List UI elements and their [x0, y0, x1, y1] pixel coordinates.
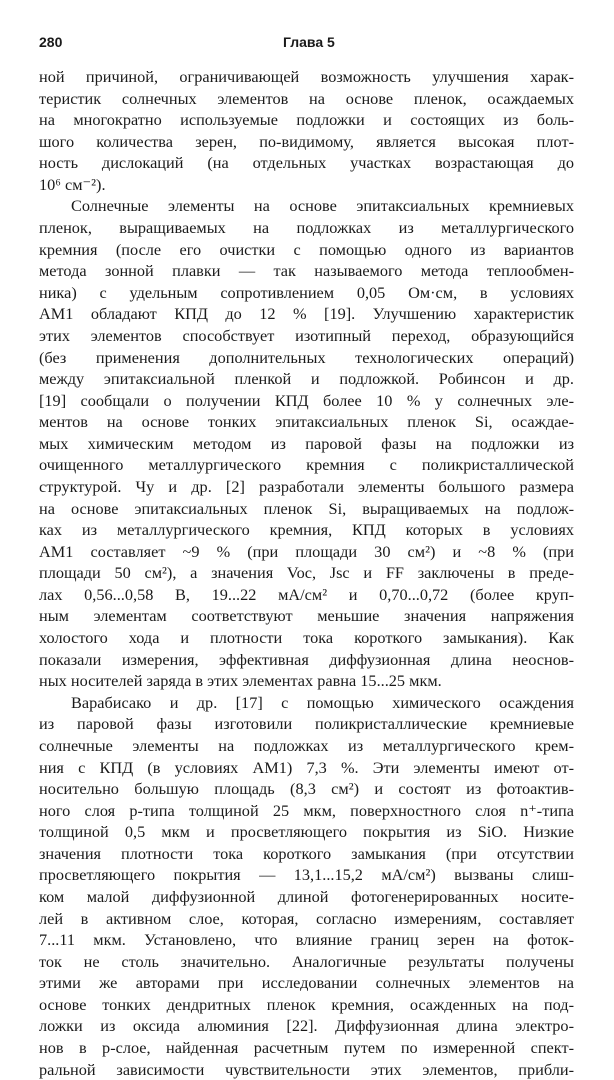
text-line: на основе эпитаксиальных пленок Si, выращиваемых на подлож- — [39, 498, 574, 518]
text-line: метода зонной плавки — так называемого метода теплообмен- — [39, 261, 574, 281]
body-text — [39, 66, 574, 1080]
text-line: основе тонких дендритных пленок кремния, осажденных на под- — [39, 994, 574, 1014]
text-line: мых химическим методом из паровой фазы на подложки из — [39, 433, 574, 453]
chapter-title: Глава 5 — [283, 34, 335, 50]
text-line: ложки из оксида алюминия [22]. Диффузионная длина электро- — [39, 1016, 574, 1036]
paragraph — [39, 66, 574, 195]
text-line: Варабисако и др. [17] с помощью химического осаждения — [71, 692, 574, 712]
text-line: нов в p-слое, найденная расчетным путем по измеренной спект- — [39, 1038, 574, 1058]
text-line: толщиной 0,5 мкм и просветляющего покрытия из SiO. Низкие — [39, 822, 574, 842]
text-line: этих элементов способствует изотипный переход, образующийся — [39, 325, 574, 345]
text-line: 10⁶ см⁻²). — [39, 174, 106, 194]
text-line: (без применения дополнительных технологических операций) — [39, 347, 574, 367]
text-line: ках из металлургического кремния, КПД которых в условиях — [39, 520, 574, 540]
text-line: ника) с удельным сопротивлением 0,05 Ом·см, в условиях — [39, 282, 574, 302]
text-line: лей в активном слое, которая, согласно измерениям, составляет — [39, 908, 574, 928]
text-line: структурой. Чу и др. [2] разработали элементы большого размера — [39, 476, 574, 496]
text-line: площади 50 см²), а значения Voc, Jsc и FF заключены в преде- — [39, 563, 574, 583]
page-number: 280 — [39, 34, 63, 50]
text-line: ной причиной, ограничивающей возможность улучшения харак- — [39, 67, 574, 86]
text-line: ность дислокаций (на отдельных участках возрастающая до — [39, 153, 574, 173]
text-line: ральной зависимости чувствительности этих элементов, прибли- — [39, 1059, 574, 1079]
text-line: Солнечные элементы на основе эпитаксиальных кремниевых — [71, 196, 574, 216]
text-line: ного слоя p-типа толщиной 25 мкм, поверхностного слоя n⁺-типа — [39, 800, 574, 820]
text-line: холостого хода и плотности тока короткого замыкания). Как — [39, 628, 574, 648]
text-line: из паровой фазы изготовили поликристаллические кремниевые — [39, 714, 574, 734]
text-line: лах 0,56...0,58 В, 19...22 мА/см² и 0,70...0,72 (более круп- — [39, 584, 574, 604]
text-line: значения плотности тока короткого замыкания (при отсутствии — [39, 843, 574, 863]
text-line: этими же авторами при исследовании солнечных элементов на — [39, 973, 574, 993]
text-line: теристик солнечных элементов на основе пленок, осаждаемых — [39, 88, 574, 108]
text-line: АМ1 составляет ~9 % (при площади 30 см²) и ~8 % (при — [39, 541, 574, 561]
text-line: носительно большую площадь (8,3 см²) и состоят из фотоактив- — [39, 779, 574, 799]
text-line: просветляющего покрытия — 13,1...15,2 мА/см²) вызваны слиш- — [39, 865, 574, 885]
text-line: пленок, выращиваемых на подложках из металлургического — [39, 218, 574, 238]
text-line: солнечные элементы на подложках из металлургического крем- — [39, 735, 574, 755]
text-line: ток не столь значительно. Аналогичные результаты получены — [39, 951, 574, 971]
text-line: АМ1 обладают КПД до 12 % [19]. Улучшению характеристик — [39, 304, 574, 324]
text-line: ментов на основе тонких эпитаксиальных пленок Si, осаждае- — [39, 412, 574, 432]
page-header — [0, 34, 614, 54]
text-line: ных носителей заряда в этих элементах равна 15...25 мкм. — [39, 671, 442, 691]
text-line: показали измерения, эффективная диффузионная длина неоснов- — [39, 649, 574, 669]
text-line: ния с КПД (в условиях АМ1) 7,3 %. Эти элементы имеют от- — [39, 757, 574, 777]
paragraph — [39, 195, 574, 691]
text-line: между эпитаксиальной пленкой и подложкой. Робинсон и др. — [39, 369, 574, 389]
text-line: ным элементам соответствуют меньшие значения напряжения — [39, 606, 574, 626]
text-line: [19] сообщали о получении КПД более 10 % у солнечных эле- — [39, 390, 574, 410]
text-line: на многократно используемые подложки и состоящих из боль- — [39, 110, 574, 130]
text-line: 7...11 мкм. Установлено, что влияние границ зерен на фоток- — [39, 930, 574, 950]
text-line: ком малой диффузионной длиной фотогенерированных носите- — [39, 886, 574, 906]
paragraph — [39, 692, 574, 1080]
text-line: кремния (после его очистки с помощью одного из вариантов — [39, 239, 574, 259]
text-line: шого количества зерен, по-видимому, является высокая плот- — [39, 131, 574, 151]
text-line: очищенного металлургического кремния с поликристаллической — [39, 455, 574, 475]
